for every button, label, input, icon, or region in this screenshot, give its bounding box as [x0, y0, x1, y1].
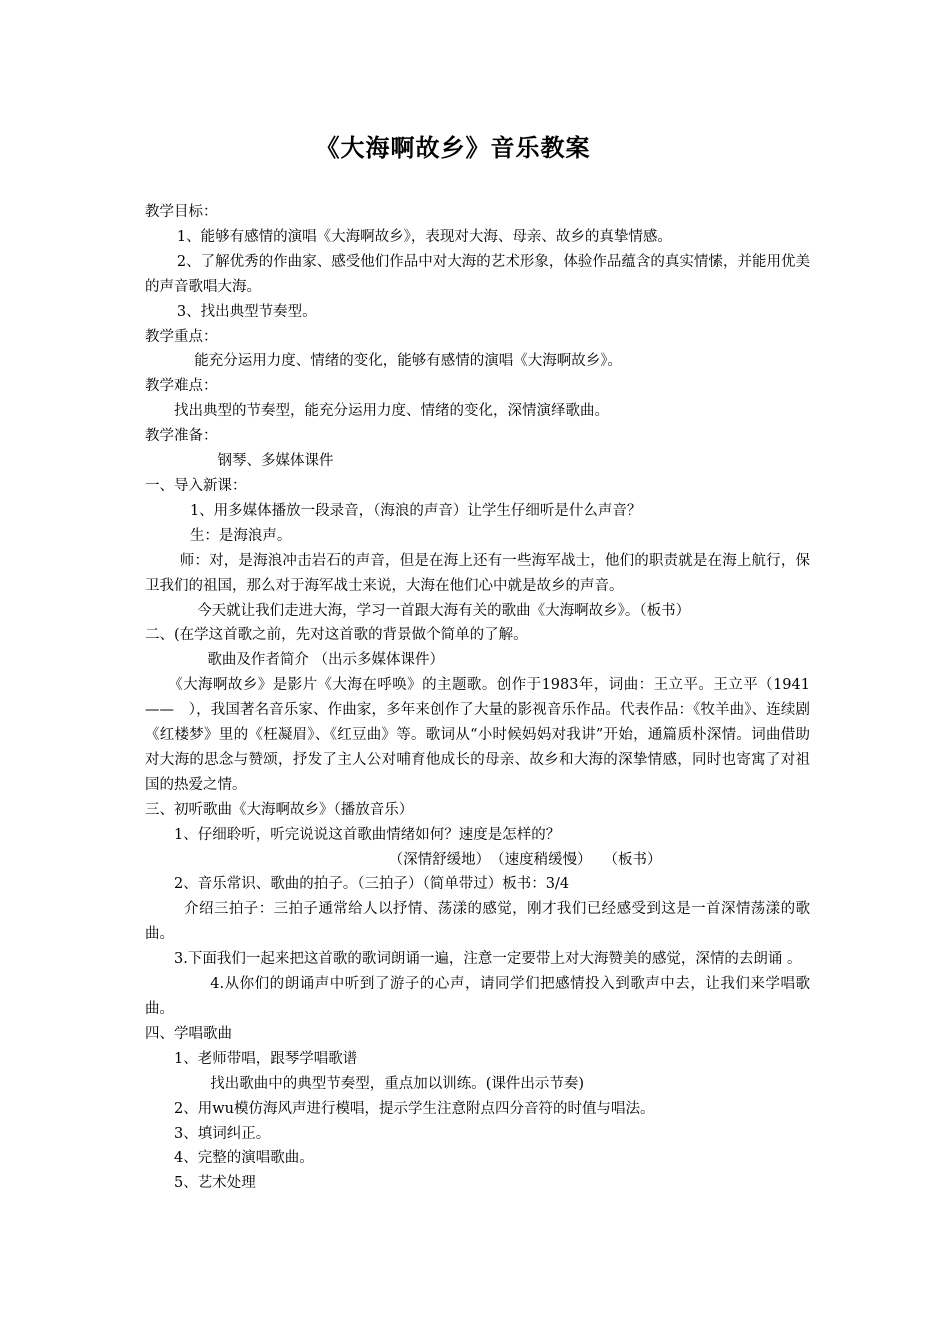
- intro-teacher-remark: 师：对，是海浪冲击岩石的声音，但是在海上还有一些海军战士，他们的职责就是在海上航行，保卫我们的祖国，那么对于海军战士来说，大海在他们心中就是故乡的声音。: [145, 552, 810, 594]
- learn-step-5: 5、艺术处理: [174, 1175, 256, 1192]
- document-title: 《大海啊故乡》音乐教案: [315, 133, 591, 162]
- section-heading-preparation: 教学准备：: [145, 428, 218, 445]
- objective-2: 2、了解优秀的作曲家、感受他们作品中对大海的艺术形象，体验作品蕴含的真实情愫，并能用优美的声音歌唱大海。: [145, 253, 810, 295]
- section-heading-first-listen: 三、初听歌曲《大海啊故乡》（播放音乐）: [145, 801, 414, 818]
- learn-step-1: 1、老师带唱，跟琴学唱歌谱: [174, 1050, 358, 1067]
- section-heading-intro: 一、导入新课：: [145, 477, 247, 494]
- learn-step-2: 2、用wu模仿海风声进行模唱，提示学生注意附点四分音符的时值与唱法。: [174, 1100, 655, 1117]
- learn-step-3: 3、填词纠正。: [174, 1125, 271, 1142]
- section-heading-learn-song: 四、学唱歌曲: [145, 1025, 232, 1042]
- first-listen-step-4: 4.从你们的朗诵声中听到了游子的心声，请同学们把感情投入到歌声中去，让我们来学唱歌曲。: [145, 976, 810, 1017]
- background-subheading: 歌曲及作者简介 （出示多媒体课件）: [207, 652, 444, 669]
- intro-student-reply: 生：是海浪声。: [189, 527, 292, 544]
- document-body: [145, 200, 810, 1196]
- learn-step-4: 4、完整的演唱歌曲。: [174, 1150, 314, 1167]
- background-text: 《大海啊故乡》是影片《大海在呼唤》的主题歌。创作于1983年，词曲：王立平。王立平（1941—— ），我国著名音乐家、作曲家，多年来创作了大量的影视音乐作品。代表作品：《牧羊曲》、连续剧《红楼梦》里的《枉凝眉》、《红豆曲》等。歌词从“小时候妈妈对我讲”开始，通篇质朴深情。词曲借助对大海的思念与赞颂，抒发了主人公对哺育他成长的母亲、故乡和大海的深挚情感，同时也寄寓了对祖国的热爱之情。: [145, 677, 810, 793]
- section-heading-difficulties: 教学难点：: [145, 378, 218, 395]
- difficulties-text: 找出典型的节奏型，能充分运用力度、情绪的变化，深情演绎歌曲。: [174, 403, 609, 420]
- section-heading-key-points: 教学重点：: [145, 328, 218, 345]
- learn-step-1-detail: 找出歌曲中的典型节奏型，重点加以训练。(课件出示节奏): [210, 1075, 585, 1092]
- triple-meter-explanation: 介绍三拍子：三拍子通常给人以抒情、荡漾的感觉，刚才我们已经感受到这是一首深情荡漾的歌曲。: [145, 901, 810, 943]
- key-points-text: 能充分运用力度、情绪的变化，能够有感情的演唱《大海啊故乡》。: [194, 353, 623, 370]
- first-listen-step-2: 2、音乐常识、歌曲的拍子。（三拍子）（简单带过）板书：3/4: [174, 876, 570, 893]
- intro-transition: 今天就让我们走进大海，学习一首跟大海有关的歌曲《大海啊故乡》。（板书）: [197, 602, 691, 619]
- section-heading-objectives: 教学目标：: [145, 204, 218, 220]
- preparation-text: 钢琴、多媒体课件: [217, 453, 334, 470]
- first-listen-answers: （深情舒缓地） （速度稍缓慢） （板书）: [388, 851, 662, 868]
- objective-1: 1、能够有感情的演唱《大海啊故乡》，表现对大海、母亲、故乡的真挚情感。: [176, 228, 672, 245]
- objective-3: 3、找出典型节奏型。: [176, 303, 317, 320]
- intro-step-1: 1、用多媒体播放一段录音，（海浪的声音）让学生仔细听是什么声音？: [189, 502, 642, 519]
- first-listen-step-3: 3.下面我们一起来把这首歌的歌词朗诵一遍，注意一定要带上对大海赞美的感觉，深情的去朗诵 。: [174, 951, 802, 968]
- first-listen-step-1: 1、仔细聆听，听完说说这首歌曲情绪如何？速度是怎样的？: [174, 826, 561, 843]
- section-heading-background: 二、(在学这首歌之前，先对这首歌的背景做个简单的了解。: [145, 627, 528, 644]
